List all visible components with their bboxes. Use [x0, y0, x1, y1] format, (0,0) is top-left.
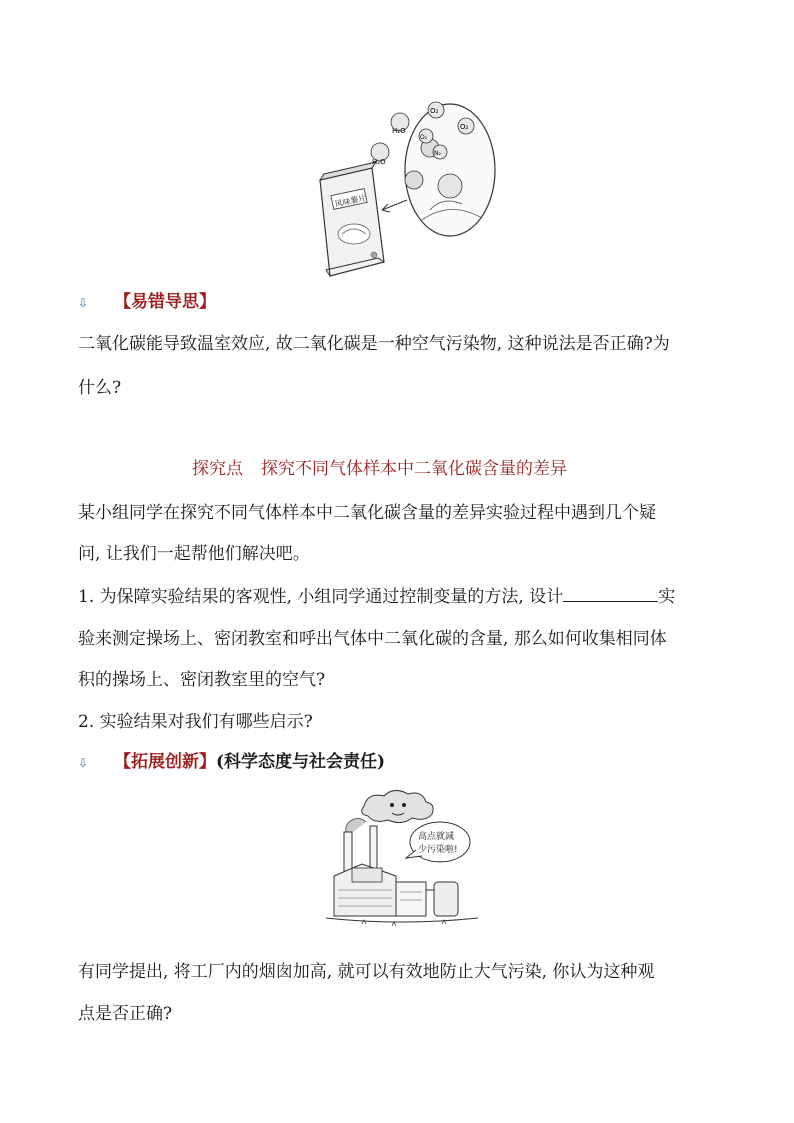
question-1-line-3: 积的操场上、密闭教室里的空气? [78, 670, 326, 690]
inquiry-title-main: 探究不同气体样本中二氧化碳含量的差异 [261, 459, 567, 479]
chips-bag [320, 162, 384, 276]
extension-line-1: 有同学提出, 将工厂内的烟囱加高, 就可以有效地防止大气污染, 你认为这种观 [78, 962, 655, 982]
molecule-h2o-2 [371, 143, 389, 166]
question-1-line-2: 验来测定操场上、密闭教室和呼出气体中二氧化碳的含量, 那么如何收集相同体 [78, 629, 667, 649]
arrow [382, 200, 407, 210]
molecule-o2-1 [428, 102, 444, 118]
extension-line-2: 点是否正确? [78, 1004, 173, 1024]
molecule-h2o-1 [391, 113, 409, 135]
mistake-guide-heading: 【易错导思】 [114, 292, 216, 312]
question-1-line-1: 1. 为保障实验结果的客观性, 小组同学通过控制变量的方法, 设计 实 [78, 580, 675, 614]
inquiry-title [192, 452, 567, 486]
magnified-oval [405, 104, 495, 236]
mistake-guide-line-2: 什么? [78, 378, 122, 398]
smoke-cloud [362, 790, 433, 822]
svg-text:O₂: O₂ [420, 134, 428, 141]
svg-text:O₂: O₂ [460, 123, 469, 131]
molecule-o2-2 [458, 118, 474, 134]
extension-subheading: (科学态度与社会责任) [216, 752, 386, 772]
extension-heading: 【拓展创新】 [114, 752, 216, 772]
svg-text:O₂: O₂ [430, 107, 439, 115]
svg-text:N₂: N₂ [434, 150, 441, 157]
inquiry-intro-line-2: 问, 让我们一起帮他们解决吧。 [78, 544, 310, 564]
question-2: 2. 实验结果对我们有哪些启示? [78, 712, 313, 732]
bag-label: 风味薯片 [333, 193, 368, 209]
inquiry-intro-line-1: 某小组同学在探究不同气体样本中二氧化碳含量的差异实验过程中遇到几个疑 [78, 503, 656, 523]
arrow-marker-icon: ⇩ [78, 756, 89, 770]
factory-illustration [322, 786, 482, 936]
speech-line-2: 少污染啦! [418, 845, 458, 855]
arrow-marker-icon: ⇩ [78, 296, 89, 310]
molecule-n2 [433, 145, 447, 159]
speech-bubble [406, 822, 470, 862]
svg-text:H₂O: H₂O [372, 158, 386, 166]
inquiry-title-prefix: 探究点 [192, 459, 243, 479]
extension-heading-row [114, 745, 385, 779]
answer-blank[interactable] [563, 581, 658, 602]
svg-text:H₂O: H₂O [392, 127, 406, 135]
speech-line-1: 高点就减 [418, 832, 455, 842]
molecule-o2-3 [419, 129, 433, 143]
mistake-guide-line-1: 二氧化碳能导致温室效应, 故二氧化碳是一种空气污染物, 这种说法是否正确?为 [78, 334, 670, 354]
chips-bag-illustration [312, 100, 502, 280]
